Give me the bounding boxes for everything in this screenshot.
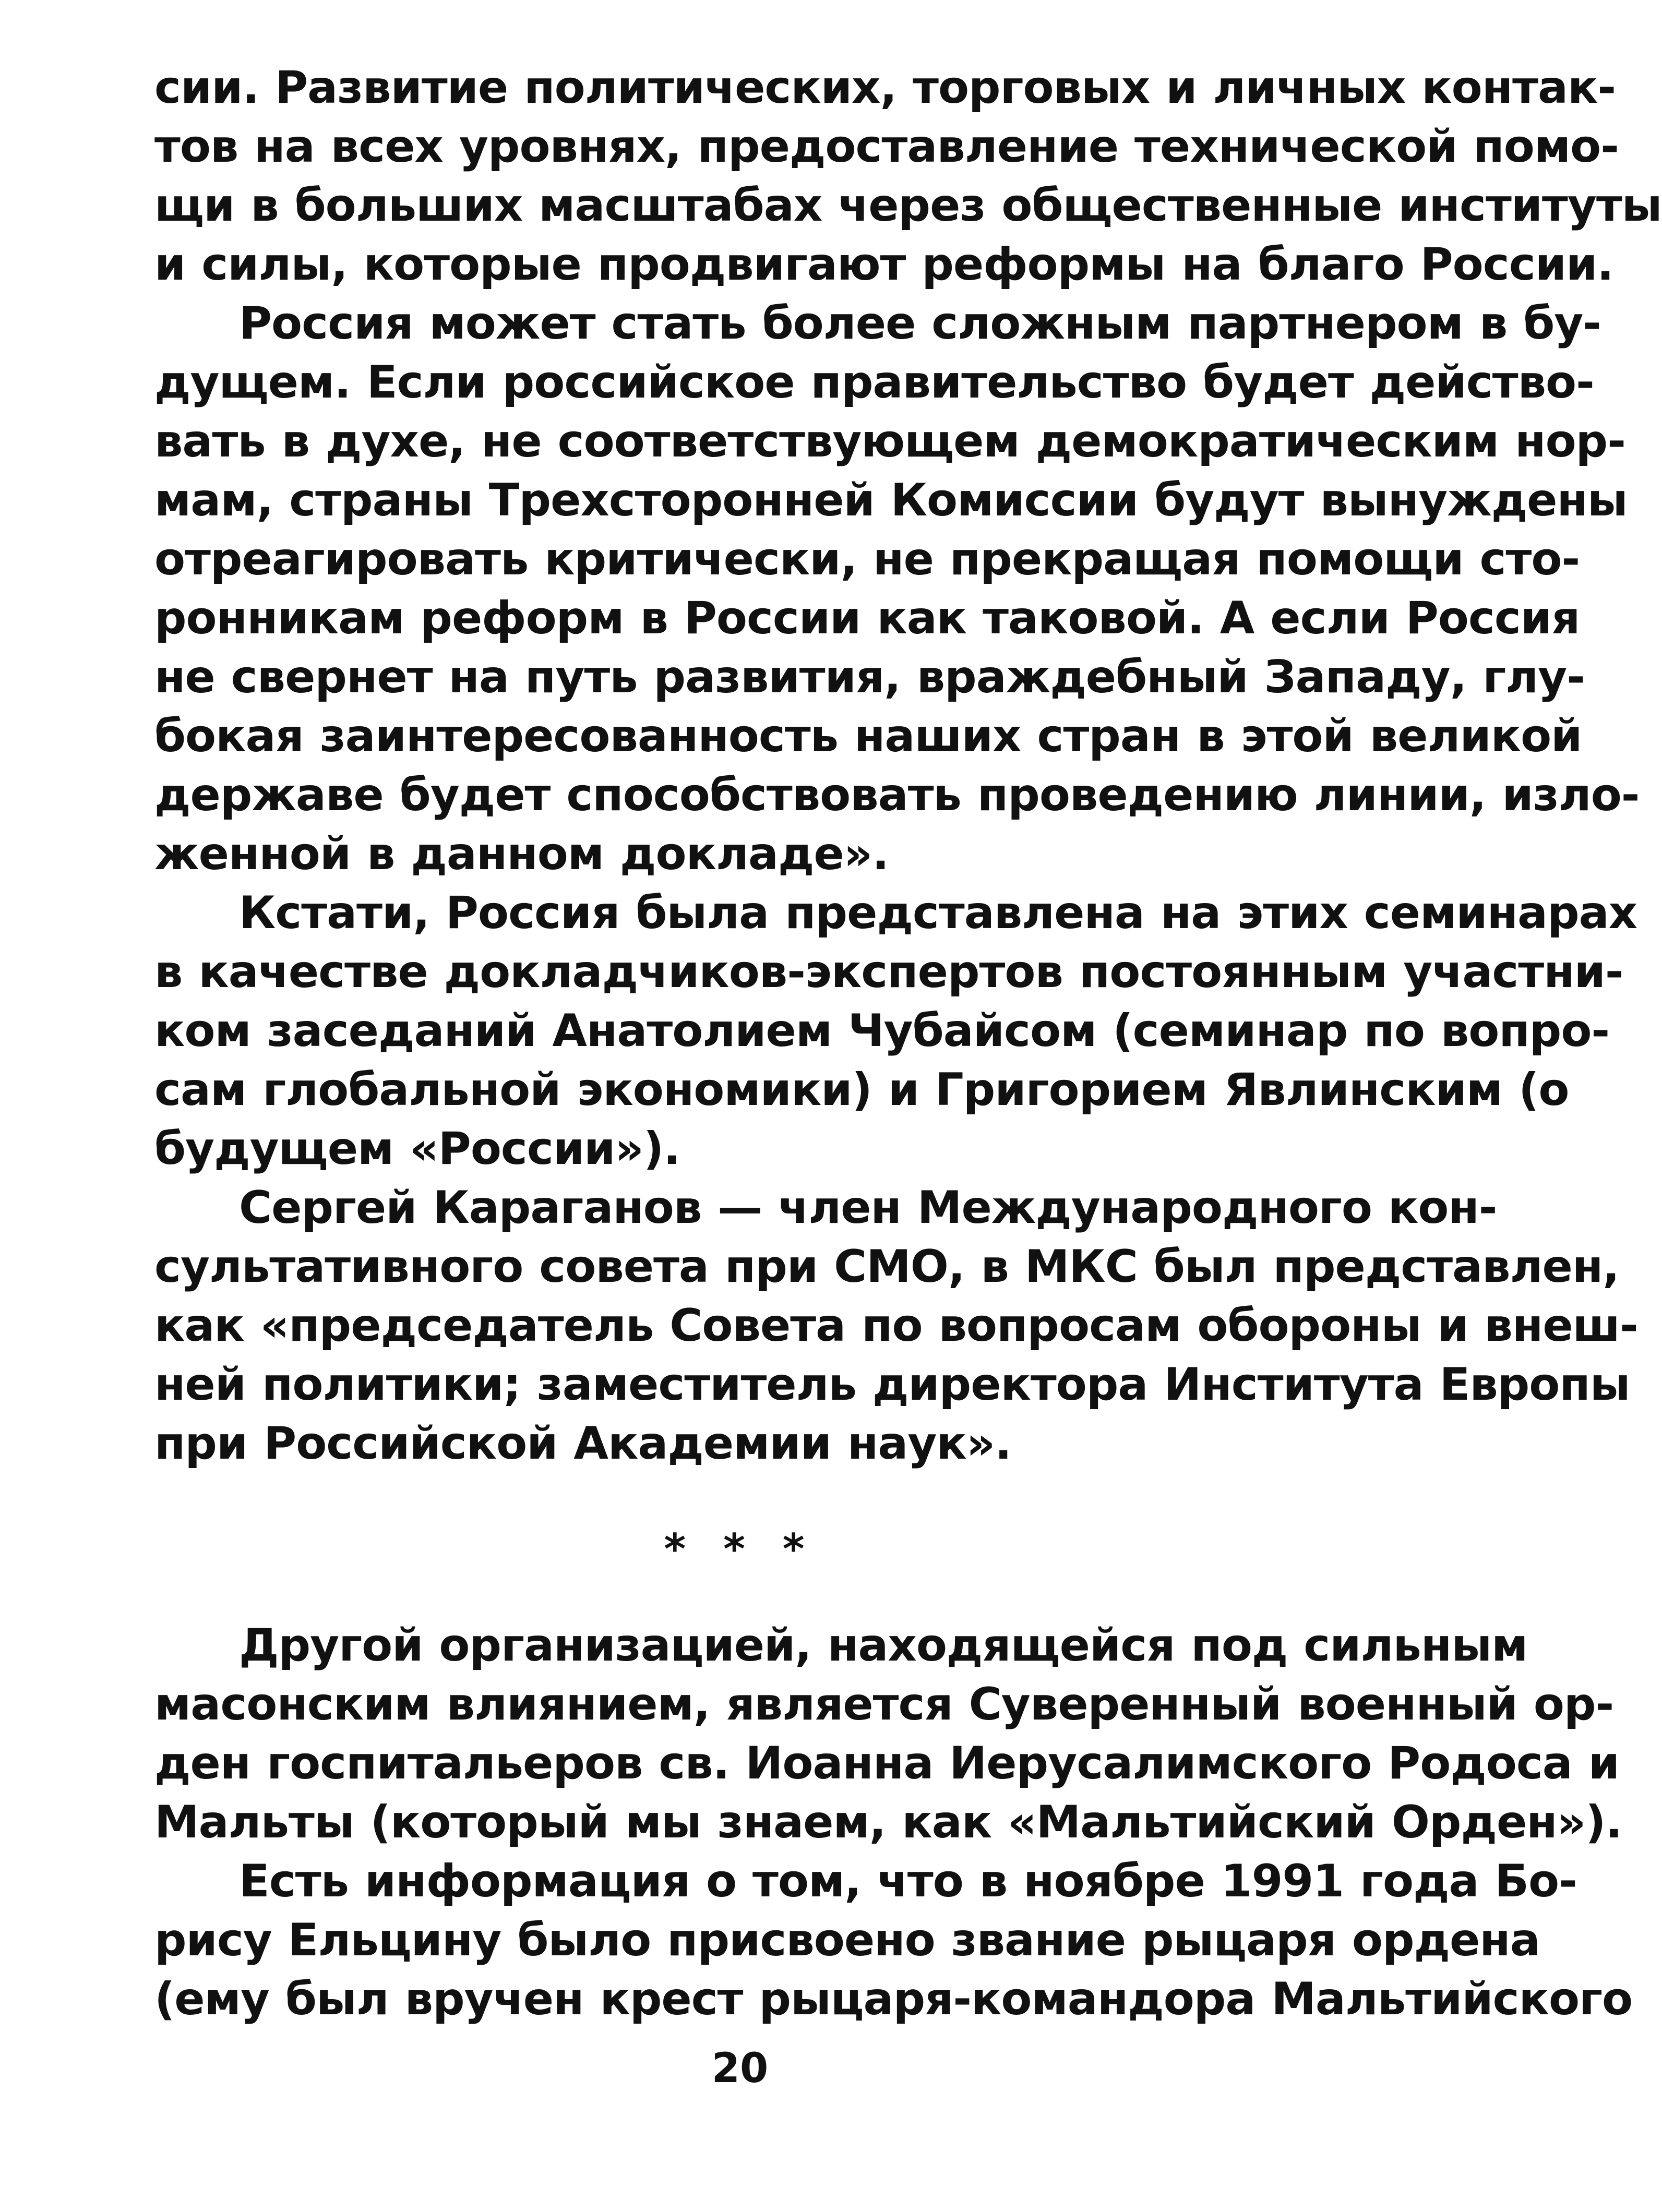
text-line: и силы, которые продвигают реформы на благо России. [154,238,1613,291]
text-line: женной в данном докладе». [154,828,889,880]
text-line: в качестве докладчиков-экспертов постоянным участни- [154,946,1623,998]
text-line: Другой организацией, находящейся под сильным [239,1619,1528,1672]
text-line: вать в духе, не соответствующем демократическим нор- [154,415,1625,467]
text-line: державе будет способствовать проведению линии, изло- [154,769,1640,821]
text-section-bottom [154,1616,1633,2029]
text-line: Сергей Караганов — член Международного кон- [239,1182,1497,1234]
text-line: ком заседаний Анатолием Чубайсом (семинар по вопро- [154,1005,1610,1057]
text-line: не свернет на путь развития, враждебный Западу, глу- [154,651,1585,703]
text-line: Россия может стать более сложным партнером в бу- [239,297,1601,350]
text-line: дущем. Если российское правительство будет действо- [154,356,1594,408]
text-line: бокая заинтересованность наших стран в этой великой [154,710,1582,762]
text-line: Кстати, Россия была представлена на этих семинарах [239,887,1637,939]
section-separator: * * * [664,1525,816,1573]
text-line: Есть информация о том, что в ноябре 1991 года Бо- [239,1855,1577,1907]
text-line: сии. Развитие политических, торговых и личных контак- [154,62,1616,114]
text-line: ден госпитальеров св. Иоанна Иерусалимского Родоса и [154,1737,1620,1789]
text-line: сам глобальной экономики) и Григорием Явлинским (о [154,1064,1569,1116]
text-line: Мальты (который мы знаем, как «Мальтийский Орден»). [154,1796,1622,1848]
text-line: при Российской Академии наук». [154,1417,1011,1470]
text-line: мам, страны Трехсторонней Комиссии будут вынуждены [154,474,1628,526]
text-line: ней политики; заместитель директора Института Европы [154,1359,1630,1411]
text-line: ронникам реформ в России как таковой. А если Россия [154,592,1580,644]
text-line: будущем «России»). [154,1123,680,1175]
text-line: масонским влиянием, является Суверенный военный ор- [154,1678,1614,1730]
text-line: как «председатель Совета по вопросам обороны и внеш- [154,1300,1638,1352]
text-line: отреагировать критически, не прекращая помощи сто- [154,533,1580,585]
text-line: рису Ельцину было присвоено звание рыцаря ордена [154,1914,1540,1966]
page-number: 20 [711,2045,769,2092]
text-line: сультативного совета при СМО, в МКС был представлен, [154,1241,1619,1293]
text-line: тов на всех уровнях, предоставление технической помо- [154,121,1619,173]
text-section-top [154,58,1662,1473]
text-line: щи в больших масштабах через общественные институты [154,179,1662,232]
text-line: (ему был вручен крест рыцаря-командора Мальтийского [154,1973,1633,2025]
